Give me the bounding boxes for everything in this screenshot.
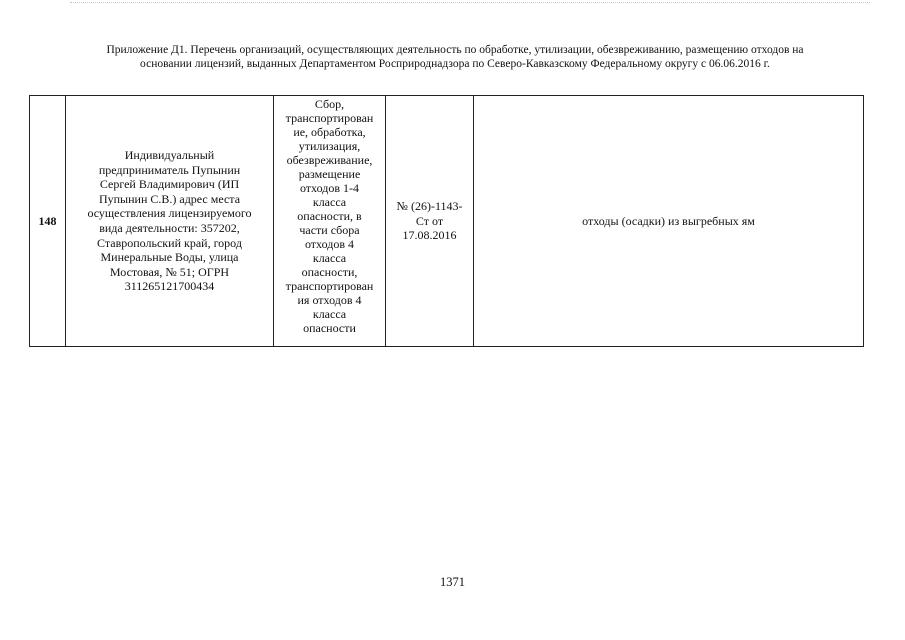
organization-cell: Индивидуальный предприниматель Пупынин Сергей Владимирович (ИП Пупынин С.В.) адрес места осуществления лицензируемого вида деятельности: 357202, Ставропольский край, город Минеральные Воды, улица Мостовая, № 51; ОГРН 311265121700434 — [66, 96, 274, 347]
row-number-cell: 148 — [30, 96, 66, 347]
waste-type-cell: отходы (осадки) из выгребных ям — [474, 96, 864, 347]
activity-type-cell: Сбор, транспортирован ие, обработка, утилизация, обезвреживание, размещение отходов 1-4 класса опасности, в части сбора отходов 4 класса опасности, транспортирован ия отходов 4 класса опасности — [274, 96, 386, 347]
license-register-table — [29, 95, 864, 347]
page-header — [60, 43, 850, 71]
header-line-2: основании лицензий, выданных Департаментом Росприроднадзора по Северо-Кавказскому Федеральному округу с 06.06.2016 г. — [140, 58, 770, 70]
page-number: 1371 — [440, 575, 465, 589]
scan-artifact-line — [70, 2, 870, 6]
license-number-cell: № (26)-1143- Ст от 17.08.2016 — [386, 96, 474, 347]
table-row — [30, 96, 864, 347]
header-line-1: Приложение Д1. Перечень организаций, осуществляющих деятельность по обработке, утилизации, обезвреживанию, размещению отходов на — [106, 44, 804, 56]
